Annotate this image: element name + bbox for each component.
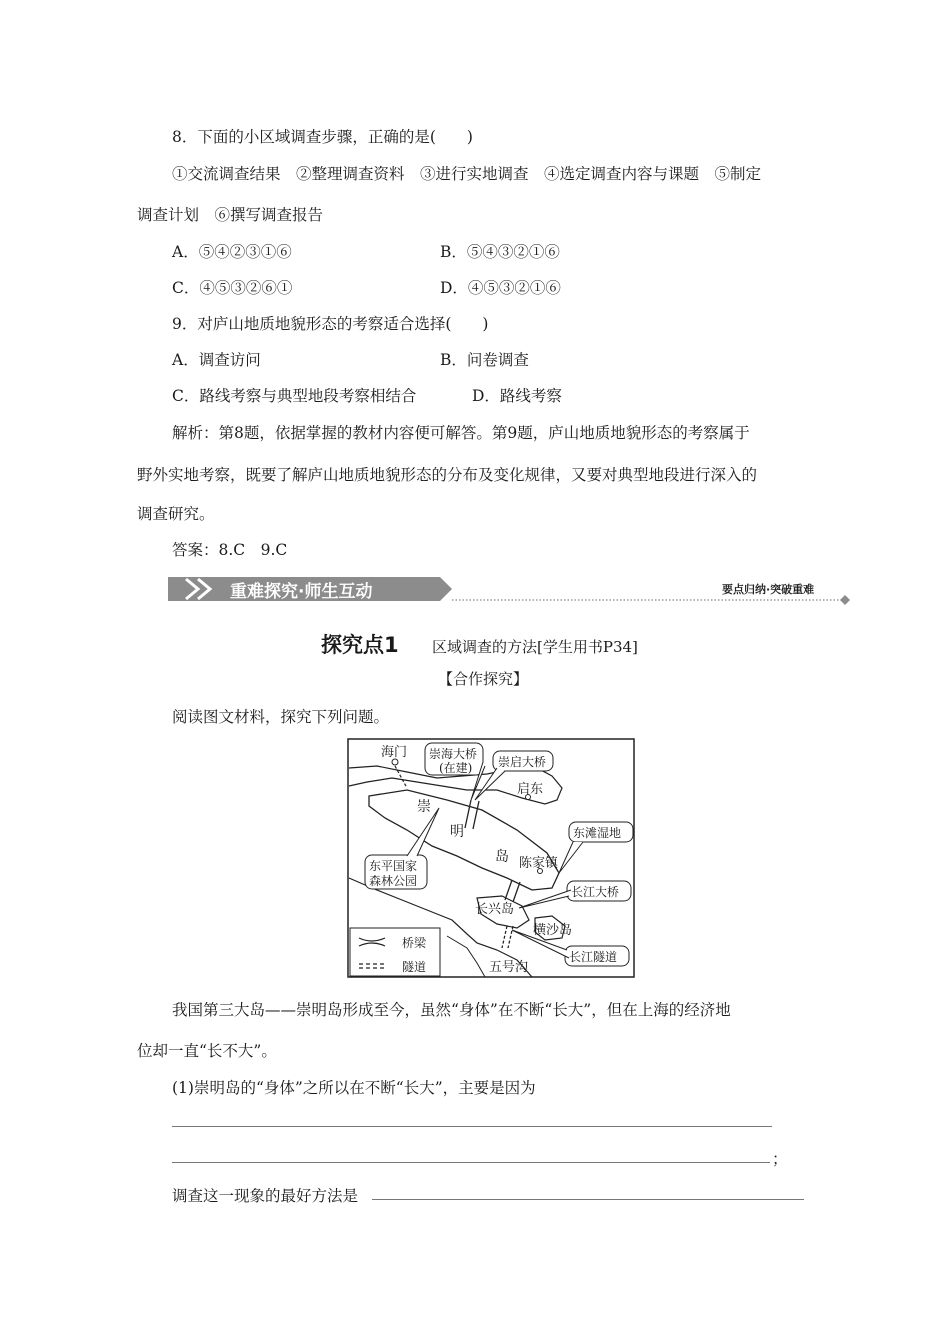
label-hengsha-island: 横沙岛 <box>533 923 573 938</box>
label-dongping-park-2: 森林公园 <box>369 874 418 888</box>
label-island-ming: 明 <box>450 824 464 840</box>
q8-option-d[interactable]: D．④⑤③②①⑥ <box>440 279 561 297</box>
answer-blank-2[interactable] <box>172 1162 770 1163</box>
label-wuhao-gou: 五号沟 <box>489 960 529 975</box>
label-qidong: 启东 <box>517 782 544 797</box>
q8-stem: 8．下面的小区域调查步骤，正确的是( ) <box>172 128 473 146</box>
label-chongqi-bridge: 崇启大桥 <box>498 755 547 769</box>
section-label: 探究点1 <box>321 633 399 657</box>
q9-option-d[interactable]: D．路线考察 <box>472 387 562 405</box>
q8-option-a[interactable]: A．⑤④②③①⑥ <box>172 243 292 261</box>
section-title: 区域调查的方法[学生用书P34] <box>432 638 638 656</box>
q9-option-a[interactable]: A．调查访问 <box>172 351 261 369</box>
q8-option-b[interactable]: B．⑤④③②①⑥ <box>440 243 560 261</box>
legend-bridge: 桥梁 <box>402 936 427 950</box>
label-changxing-island: 长兴岛 <box>475 902 515 917</box>
banner-right-text: 要点归纳·突破重难 <box>722 583 815 596</box>
section-banner <box>168 572 868 606</box>
q9-stem: 9．对庐山地质地貌形态的考察适合选择( ) <box>172 315 489 333</box>
answer: 答案：8.C 9.C <box>172 541 288 559</box>
label-chonghai-bridge: 崇海大桥 <box>429 747 478 761</box>
blank-end-mark: ； <box>772 1150 788 1168</box>
label-chonghai-bridge-status: (在建) <box>439 761 473 775</box>
question1-stem: (1)崇明岛的“身体”之所以在不断“长大”，主要是因为 <box>172 1079 536 1097</box>
analysis-line2: 野外实地考察，既要了解庐山地质地貌形态的分布及变化规律，又要对典型地段进行深入的 <box>137 466 758 484</box>
intro-text: 阅读图文材料，探究下列问题。 <box>172 708 390 726</box>
q9-option-c[interactable]: C．路线考察与典型地段考察相结合 <box>172 387 417 405</box>
label-island-dao: 岛 <box>495 849 509 865</box>
answer-blank-method[interactable] <box>372 1199 804 1200</box>
label-yangtze-tunnel: 长江隧道 <box>569 950 618 964</box>
q8-steps-line2: 调查计划 ⑥撰写调查报告 <box>137 206 324 224</box>
method-prompt: 调查这一现象的最好方法是 <box>172 1187 359 1205</box>
analysis-line3: 调查研究。 <box>137 505 215 523</box>
label-island-chong: 崇 <box>417 799 431 815</box>
legend-tunnel: 隧道 <box>402 960 427 974</box>
label-yangtze-bridge: 长江大桥 <box>571 885 620 899</box>
label-haimen: 海门 <box>381 745 408 760</box>
passage-line1: 我国第三大岛——崇明岛形成至今，虽然“身体”在不断“长大”，但在上海的经济地 <box>172 1001 731 1019</box>
section-subheading: 【合作探究】 <box>438 670 529 688</box>
label-dongping-park-1: 东平国家 <box>369 859 418 873</box>
passage-line2: 位却一直“长不大”。 <box>137 1042 277 1060</box>
answer-blank-1[interactable] <box>172 1126 772 1127</box>
q8-steps-line1: ①交流调查结果 ②整理调查资料 ③进行实地调查 ④选定调查内容与课题 ⑤制定 <box>172 165 762 183</box>
q8-option-c[interactable]: C．④⑤③②⑥① <box>172 279 293 297</box>
q9-option-b[interactable]: B．问卷调查 <box>440 351 529 369</box>
banner-left-text: 重难探究·师生互动 <box>230 582 373 602</box>
label-dongtan-wetland: 东滩湿地 <box>573 826 622 840</box>
analysis-line1: 解析：第8题，依据掌握的教材内容便可解答。第9题，庐山地质地貌形态的考察属于 <box>172 424 750 442</box>
label-chenjia-town: 陈家镇 <box>519 856 559 871</box>
chongming-map <box>347 738 635 978</box>
